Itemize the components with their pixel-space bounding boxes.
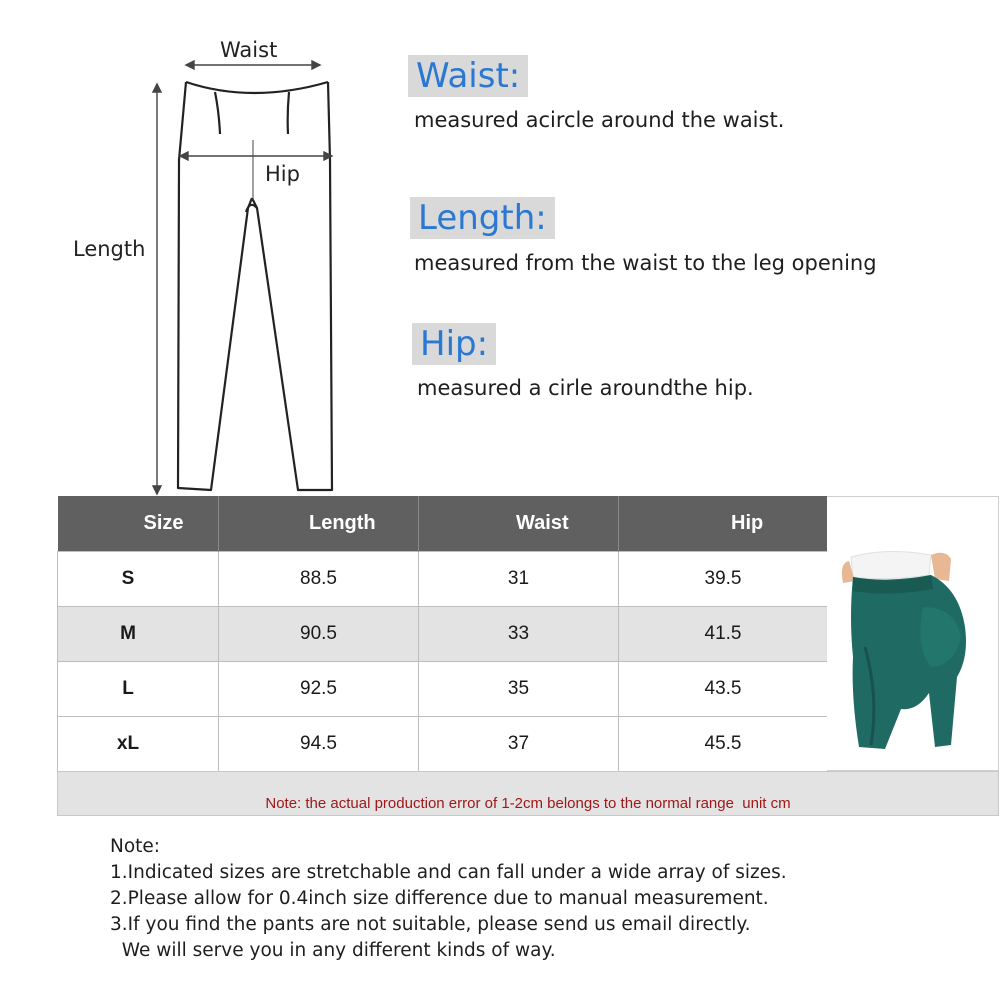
header-length: Length: [219, 496, 419, 552]
header-size: Size: [58, 496, 219, 552]
hip-title: Hip:: [412, 323, 496, 365]
length-cell: 88.5: [219, 552, 419, 607]
product-photo: [827, 496, 999, 771]
waist-cell: 31: [419, 552, 619, 607]
notes-section: [110, 834, 787, 964]
waist-arrow: [186, 61, 320, 69]
size-cell: L: [58, 662, 219, 717]
note-line-2: 2.Please allow for 0.4inch size difference due to manual measurement.: [110, 888, 769, 909]
size-table: [57, 496, 828, 772]
table-row: [58, 607, 828, 662]
waist-cell: 33: [419, 607, 619, 662]
hip-cell: 41.5: [619, 607, 828, 662]
waist-title: Waist:: [408, 55, 528, 97]
table-row: [58, 662, 828, 717]
table-row: [58, 717, 828, 772]
waist-cell: 35: [419, 662, 619, 717]
size-cell: S: [58, 552, 219, 607]
hip-cell: 39.5: [619, 552, 828, 607]
length-definition: measured from the waist to the leg opening: [414, 251, 877, 275]
length-label: Length: [73, 237, 146, 261]
hip-cell: 45.5: [619, 717, 828, 772]
production-error-note: Note: the actual production error of 1-2cm belongs to the normal range unit cm: [265, 795, 791, 812]
waist-definition: measured acircle around the waist.: [414, 108, 785, 132]
hip-arrow: [180, 140, 332, 200]
size-cell: M: [58, 607, 219, 662]
pants-diagram: [0, 0, 400, 500]
table-header-row: [58, 496, 828, 552]
note-line-4: We will serve you in any different kinds of way.: [110, 940, 556, 961]
note-line-3: 3.If you find the pants are not suitable, please send us email directly.: [110, 914, 751, 935]
length-cell: 90.5: [219, 607, 419, 662]
length-cell: 92.5: [219, 662, 419, 717]
leggings-image: [827, 497, 999, 772]
length-title: Length:: [410, 197, 555, 239]
hip-definition: measured a cirle aroundthe hip.: [417, 376, 754, 400]
table-row: [58, 552, 828, 607]
length-arrow: [153, 84, 161, 494]
pants-outline: [178, 82, 332, 490]
header-waist: Waist: [419, 496, 619, 552]
waist-cell: 37: [419, 717, 619, 772]
header-hip: Hip: [619, 496, 828, 552]
table-note-row: [57, 771, 999, 816]
notes-heading: Note:: [110, 836, 161, 857]
note-line-1: 1.Indicated sizes are stretchable and can fall under a wide array of sizes.: [110, 862, 787, 883]
waist-label: Waist: [220, 38, 278, 62]
hip-cell: 43.5: [619, 662, 828, 717]
length-cell: 94.5: [219, 717, 419, 772]
hip-label: Hip: [265, 162, 300, 186]
size-cell: xL: [58, 717, 219, 772]
